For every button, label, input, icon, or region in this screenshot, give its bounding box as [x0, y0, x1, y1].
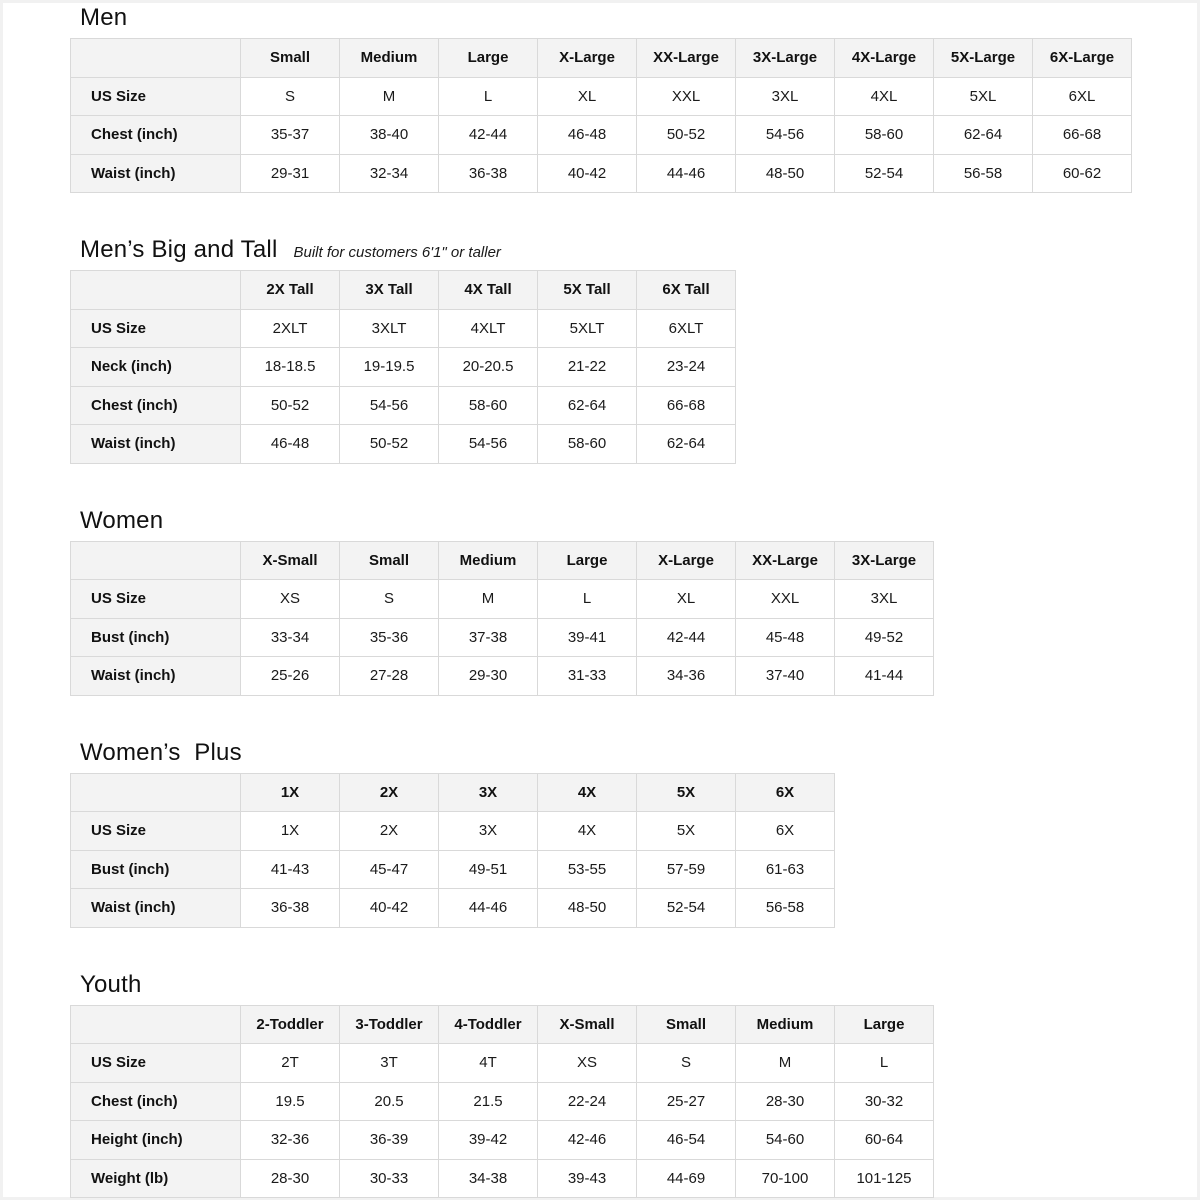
size-cell: 45-47	[340, 850, 439, 889]
column-header: 4-Toddler	[439, 1005, 538, 1044]
size-cell: 6X	[736, 812, 835, 851]
size-cell: 3X	[439, 812, 538, 851]
size-cell: 37-38	[439, 618, 538, 657]
section-header	[80, 738, 1200, 766]
size-cell: 52-54	[637, 889, 736, 928]
size-cell: 56-58	[934, 154, 1033, 193]
table-row	[71, 580, 934, 619]
row-label: Chest (inch)	[71, 386, 241, 425]
column-header: 6X Tall	[637, 271, 736, 310]
size-cell: 49-51	[439, 850, 538, 889]
size-cell: 22-24	[538, 1082, 637, 1121]
size-cell: 4XL	[835, 77, 934, 116]
table-row	[71, 154, 1132, 193]
corner-cell	[71, 541, 241, 580]
column-header: 6X	[736, 773, 835, 812]
size-cell: XXL	[736, 580, 835, 619]
size-cell: 39-43	[538, 1159, 637, 1198]
size-cell: 62-64	[538, 386, 637, 425]
column-header: Large	[835, 1005, 934, 1044]
size-cell: L	[538, 580, 637, 619]
size-cell: 101-125	[835, 1159, 934, 1198]
size-cell: 34-38	[439, 1159, 538, 1198]
size-section-men	[70, 6, 1200, 193]
row-label: US Size	[71, 580, 241, 619]
size-cell: 40-42	[340, 889, 439, 928]
section-header	[80, 970, 1200, 998]
table-row	[71, 309, 736, 348]
size-cell: 28-30	[241, 1159, 340, 1198]
size-cell: 52-54	[835, 154, 934, 193]
size-cell: 19.5	[241, 1082, 340, 1121]
size-cell: 5XLT	[538, 309, 637, 348]
size-cell: 41-44	[835, 657, 934, 696]
size-section-youth	[70, 970, 1200, 1199]
size-table-men-s-big-and-tall	[70, 270, 736, 464]
size-cell: 66-68	[1033, 116, 1132, 155]
section-header	[80, 6, 1200, 30]
size-table-women-s-plus	[70, 773, 835, 928]
column-header: Large	[538, 541, 637, 580]
column-header: 5X Tall	[538, 271, 637, 310]
size-cell: S	[637, 1044, 736, 1083]
size-cell: 48-50	[736, 154, 835, 193]
size-table-youth	[70, 1005, 934, 1199]
row-label: Waist (inch)	[71, 657, 241, 696]
size-cell: 60-64	[835, 1121, 934, 1160]
size-cell: 34-36	[637, 657, 736, 696]
size-cell: 32-36	[241, 1121, 340, 1160]
table-row	[71, 812, 835, 851]
size-cell: 42-44	[637, 618, 736, 657]
column-header: 2-Toddler	[241, 1005, 340, 1044]
size-cell: 54-60	[736, 1121, 835, 1160]
section-title: Women	[80, 506, 164, 534]
size-cell: 39-42	[439, 1121, 538, 1160]
table-row	[71, 618, 934, 657]
row-label: US Size	[71, 77, 241, 116]
row-label: US Size	[71, 1044, 241, 1083]
size-cell: 40-42	[538, 154, 637, 193]
size-cell: 61-63	[736, 850, 835, 889]
size-cell: 54-56	[439, 425, 538, 464]
size-cell: 54-56	[340, 386, 439, 425]
size-cell: 25-27	[637, 1082, 736, 1121]
section-subtitle: Built for customers 6'1" or taller	[293, 244, 501, 261]
size-cell: 19-19.5	[340, 348, 439, 387]
row-label: US Size	[71, 812, 241, 851]
column-header: 5X	[637, 773, 736, 812]
table-row	[71, 657, 934, 696]
header-row	[71, 39, 1132, 78]
column-header: 5X-Large	[934, 39, 1033, 78]
size-cell: 42-46	[538, 1121, 637, 1160]
size-cell: 60-62	[1033, 154, 1132, 193]
section-title: Youth	[80, 970, 142, 998]
table-row	[71, 1121, 934, 1160]
size-cell: 66-68	[637, 386, 736, 425]
size-cell: 33-34	[241, 618, 340, 657]
column-header: 3X-Large	[736, 39, 835, 78]
size-cell: 3XL	[736, 77, 835, 116]
size-cell: 29-30	[439, 657, 538, 696]
size-cell: 46-48	[538, 116, 637, 155]
size-cell: L	[439, 77, 538, 116]
header-row	[71, 271, 736, 310]
table-row	[71, 889, 835, 928]
size-cell: 58-60	[439, 386, 538, 425]
size-cell: XXL	[637, 77, 736, 116]
column-header: Medium	[439, 541, 538, 580]
row-label: Bust (inch)	[71, 618, 241, 657]
size-cell: 5X	[637, 812, 736, 851]
corner-cell	[71, 39, 241, 78]
size-cell: 62-64	[637, 425, 736, 464]
row-label: Waist (inch)	[71, 425, 241, 464]
size-cell: 50-52	[340, 425, 439, 464]
size-cell: 35-37	[241, 116, 340, 155]
size-cell: 54-56	[736, 116, 835, 155]
size-cell: 41-43	[241, 850, 340, 889]
size-cell: 4XLT	[439, 309, 538, 348]
column-header: Small	[241, 39, 340, 78]
size-table-women	[70, 541, 934, 696]
row-label: Waist (inch)	[71, 889, 241, 928]
size-cell: 6XLT	[637, 309, 736, 348]
column-header: 4X Tall	[439, 271, 538, 310]
header-row	[71, 773, 835, 812]
size-cell: 42-44	[439, 116, 538, 155]
section-header	[80, 238, 1200, 262]
column-header: XX-Large	[736, 541, 835, 580]
size-cell: 50-52	[241, 386, 340, 425]
size-cell: 36-38	[241, 889, 340, 928]
column-header: Medium	[340, 39, 439, 78]
size-cell: 50-52	[637, 116, 736, 155]
size-cell: 18-18.5	[241, 348, 340, 387]
size-cell: 3T	[340, 1044, 439, 1083]
table-row	[71, 425, 736, 464]
size-cell: 28-30	[736, 1082, 835, 1121]
size-cell: 38-40	[340, 116, 439, 155]
size-cell: 44-46	[439, 889, 538, 928]
size-cell: 37-40	[736, 657, 835, 696]
row-label: US Size	[71, 309, 241, 348]
size-cell: XL	[637, 580, 736, 619]
size-cell: M	[439, 580, 538, 619]
size-cell: 58-60	[538, 425, 637, 464]
column-header: X-Small	[538, 1005, 637, 1044]
table-row	[71, 116, 1132, 155]
size-cell: 45-48	[736, 618, 835, 657]
size-cell: 32-34	[340, 154, 439, 193]
size-cell: L	[835, 1044, 934, 1083]
size-cell: XS	[538, 1044, 637, 1083]
size-cell: 36-38	[439, 154, 538, 193]
row-label: Bust (inch)	[71, 850, 241, 889]
table-row	[71, 850, 835, 889]
row-label: Waist (inch)	[71, 154, 241, 193]
size-section-men-s-big-and-tall	[70, 238, 1200, 464]
column-header: X-Small	[241, 541, 340, 580]
row-label: Height (inch)	[71, 1121, 241, 1160]
section-title: Men’s Big and Tall	[80, 236, 278, 263]
size-cell: 62-64	[934, 116, 1033, 155]
column-header: Small	[637, 1005, 736, 1044]
column-header: XX-Large	[637, 39, 736, 78]
size-cell: 23-24	[637, 348, 736, 387]
size-cell: 46-48	[241, 425, 340, 464]
size-cell: 2X	[340, 812, 439, 851]
column-header: 3-Toddler	[340, 1005, 439, 1044]
size-cell: 21.5	[439, 1082, 538, 1121]
column-header: Small	[340, 541, 439, 580]
size-cell: 56-58	[736, 889, 835, 928]
column-header: 3X	[439, 773, 538, 812]
size-cell: 2XLT	[241, 309, 340, 348]
size-cell: 30-32	[835, 1082, 934, 1121]
column-header: 2X Tall	[241, 271, 340, 310]
size-cell: 48-50	[538, 889, 637, 928]
size-cell: 27-28	[340, 657, 439, 696]
column-header: X-Large	[637, 541, 736, 580]
size-cell: 46-54	[637, 1121, 736, 1160]
table-row	[71, 1159, 934, 1198]
row-label: Weight (lb)	[71, 1159, 241, 1198]
size-cell: 2T	[241, 1044, 340, 1083]
size-cell: 35-36	[340, 618, 439, 657]
size-cell: 30-33	[340, 1159, 439, 1198]
section-title: Men	[80, 4, 128, 31]
section-header	[80, 506, 1200, 534]
section-title: Women’s Plus	[80, 738, 242, 766]
size-cell: S	[241, 77, 340, 116]
size-cell: 53-55	[538, 850, 637, 889]
size-cell: M	[340, 77, 439, 116]
size-cell: 58-60	[835, 116, 934, 155]
size-cell: 57-59	[637, 850, 736, 889]
column-header: 4X-Large	[835, 39, 934, 78]
size-cell: 4X	[538, 812, 637, 851]
size-cell: S	[340, 580, 439, 619]
column-header: 3X Tall	[340, 271, 439, 310]
size-cell: 4T	[439, 1044, 538, 1083]
size-cell: 3XLT	[340, 309, 439, 348]
size-cell: 6XL	[1033, 77, 1132, 116]
row-label: Neck (inch)	[71, 348, 241, 387]
size-cell: 44-69	[637, 1159, 736, 1198]
table-row	[71, 348, 736, 387]
column-header: X-Large	[538, 39, 637, 78]
corner-cell	[71, 271, 241, 310]
size-cell: 39-41	[538, 618, 637, 657]
size-cell: 1X	[241, 812, 340, 851]
size-cell: 29-31	[241, 154, 340, 193]
size-cell: 44-46	[637, 154, 736, 193]
table-row	[71, 1044, 934, 1083]
column-header: Large	[439, 39, 538, 78]
size-cell: 70-100	[736, 1159, 835, 1198]
size-section-women-s-plus	[70, 738, 1200, 928]
table-row	[71, 386, 736, 425]
size-cell: M	[736, 1044, 835, 1083]
column-header: 4X	[538, 773, 637, 812]
column-header: 3X-Large	[835, 541, 934, 580]
size-cell: 49-52	[835, 618, 934, 657]
size-cell: 5XL	[934, 77, 1033, 116]
size-cell: 20-20.5	[439, 348, 538, 387]
corner-cell	[71, 1005, 241, 1044]
size-cell: 25-26	[241, 657, 340, 696]
size-cell: 36-39	[340, 1121, 439, 1160]
size-cell: 3XL	[835, 580, 934, 619]
row-label: Chest (inch)	[71, 116, 241, 155]
column-header: 2X	[340, 773, 439, 812]
size-cell: XS	[241, 580, 340, 619]
column-header: Medium	[736, 1005, 835, 1044]
corner-cell	[71, 773, 241, 812]
header-row	[71, 541, 934, 580]
table-row	[71, 77, 1132, 116]
row-label: Chest (inch)	[71, 1082, 241, 1121]
size-cell: 31-33	[538, 657, 637, 696]
size-table-men	[70, 38, 1132, 193]
size-cell: XL	[538, 77, 637, 116]
header-row	[71, 1005, 934, 1044]
size-section-women	[70, 506, 1200, 696]
size-cell: 21-22	[538, 348, 637, 387]
column-header: 6X-Large	[1033, 39, 1132, 78]
table-row	[71, 1082, 934, 1121]
size-cell: 20.5	[340, 1082, 439, 1121]
column-header: 1X	[241, 773, 340, 812]
